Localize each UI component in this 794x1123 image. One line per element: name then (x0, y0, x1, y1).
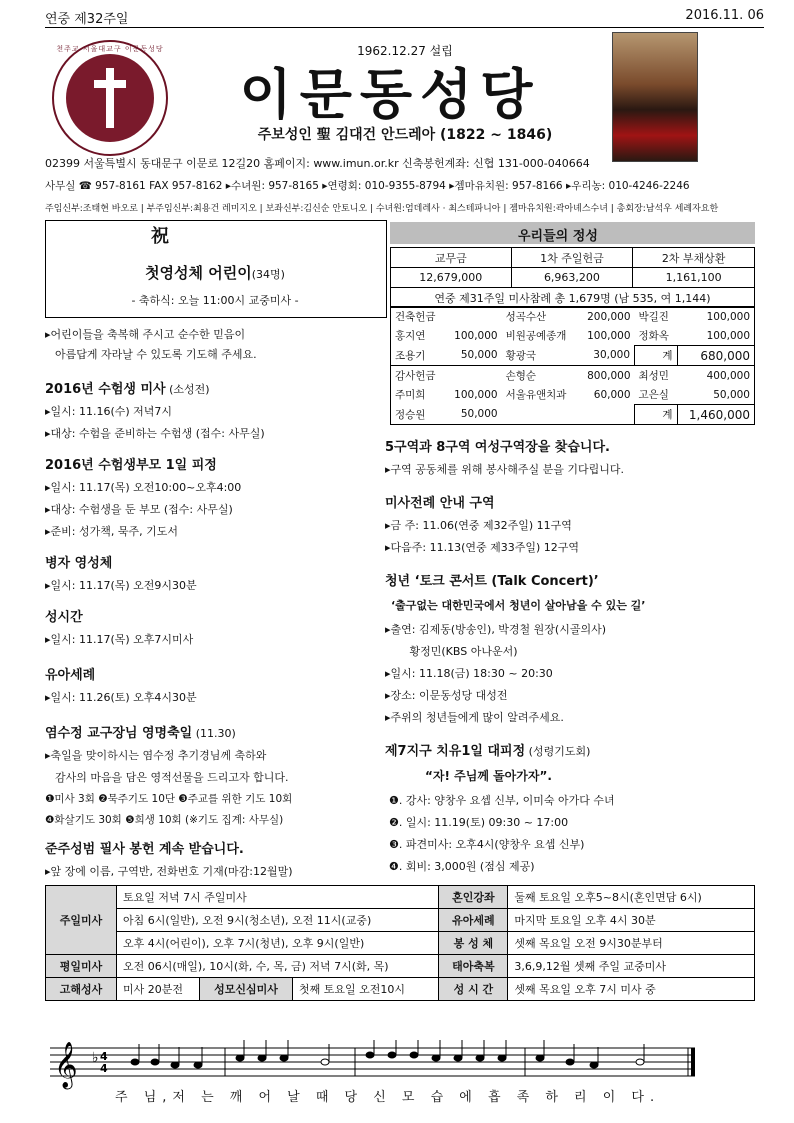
section-holy-hour: 성시간 ▸일시: 11.17(목) 오후7시미사 (45, 610, 194, 646)
congrats-subtitle: - 축하식: 오늘 11:00시 교중미사 - (131, 294, 299, 307)
staff-list: 주임신부:조태현 바오로 | 부주임신부:최용건 레미지오 | 보좌신부:김신순 안토니오 | 수녀원:엄데레사 · 최스테파니아 | 젬마유치원:곽아녜스수녀 | 총회장:남석우 세례자요한 (45, 204, 719, 214)
section-district-leader: 5구역과 8구역 여성구역장을 찾습니다. ▸구역 공동체를 위해 봉사해주실 분을 기다립니다. (385, 440, 625, 476)
patron-saint: 주보성인 聖 김대건 안드레아 (1822 ~ 1846) (257, 127, 553, 143)
building-fund-table: 건축헌금 성곡수산 200,000 박길진 100,000 홍지연 100,000 비원공예종개 100,000 정화옥 100,000 조용기 50,000 황광국 30,000 계 680,000 감사헌금 손형순 800,000 최성민 400,000 주미희 100,000 서울유앤치과 60,000 고은실 50,000 정승원 50,000 계 1,460,000 (390, 306, 755, 425)
svg-text:4: 4 (100, 1050, 108, 1063)
section-sick-communion: 병자 영성체 ▸일시: 11.17(목) 오전9시30분 (45, 556, 197, 592)
mass-schedule-table: 주일미사 토요일 저녁 7시 주일미사 혼인강좌 둘째 토요일 오후5~8시(혼인면담 6시) 아침 6시(일반), 오전 9시(청소년), 오전 11시(교중) 유아세례 마지막 토요일 오후 4시 30분 오후 4시(어린이), 오후 7시(청년), 오후 9시(일반) 봉 성 체 셋째 목요일 오전 9시30분부터 평일미사 오전 06시(매일), 10시(화, 수, 목, 금) 저녁 7시(화, 목) 태아축복 3,6,9,12월 셋째 주일 교중미사 고해성사 미사 20분전 성모신심미사 첫째 토요일 오전10시 성 시 간 셋째 목요일 오후 7시 미사 중 (45, 885, 755, 1001)
congrats-body-1: ▸어린이들을 축복해 주시고 순수한 믿음이 (45, 328, 246, 341)
offering-banner: 우리들의 정성 (390, 222, 755, 244)
hymn-lyric: 주 님,저 는 깨 어 날 때 당 신 모 습 에 흡 족 하 리 이 다. (115, 1090, 661, 1105)
section-parent-retreat: 2016년 수험생부모 1일 피정 ▸일시: 11.17(목) 오전10:00~오후4:00 ▸대상: 수험생을 둔 부모 (접수: 사무실) ▸준비: 성가책, 묵주, 기도서 (45, 458, 242, 538)
section-liturgy-district: 미사전례 안내 구역 ▸금 주: 11.06(연중 제32주일) 11구역 ▸다음주: 11.13(연중 제33주일) 12구역 (385, 496, 580, 554)
section-healing-retreat: 제7지구 치유1일 대피정 (성령기도회) “자! 주님께 돌아가자”. ❶. 강사: 양창우 요셉 신부, 이미숙 아가다 수녀 ❷. 일시: 11.19(토) 09:30 ~ 17:00 ❸. 파견미사: 오후4시(양창우 요셉 신부) ❹. 회비: 3,000원 (점심 제공) (385, 744, 615, 873)
saint-portrait-image (612, 32, 698, 162)
svg-text:4: 4 (100, 1062, 108, 1075)
contact-address: 02399 서울특별시 동대문구 이문로 12길20 홈페이지: www.imun.or.kr 신축봉헌계좌: 신협 131-000-040664 (45, 157, 590, 170)
svg-text:𝄞: 𝄞 (54, 1042, 78, 1088)
section-cardinal-feast: 염수정 교구장님 영명축일 (11.30) ▸축일을 맞이하시는 염수정 추기경님께 축하와 감사의 마음을 담은 영적선물을 드리고자 합니다. ❶미사 3회 ❷묵주기도 10단 ❸주교를 위한 기도 10회 ❹화살기도 30회 ❺희생 10회 (※기도 집계: 사무실) (45, 726, 293, 826)
attendance: 연중 제31주일 미사참례 총 1,679명 (남 535, 여 1,144) (391, 288, 755, 308)
svg-text:♭: ♭ (92, 1050, 99, 1066)
liturgical-week: 연중 제32주일 (45, 12, 129, 27)
bulletin-date: 2016.11. 06 (685, 8, 764, 23)
section-infant-baptism: 유아세례 ▸일시: 11.26(토) 오후4시30분 (45, 668, 197, 704)
parish-seal (52, 40, 168, 156)
founded-date: 1962.12.27 설립 (357, 44, 453, 58)
section-transcription: 준주성범 필사 봉헌 계속 받습니다. ▸앞 장에 이름, 구역반, 전화번호 기재(마감:12월말) (45, 842, 293, 878)
celebration-icon: 祝 (151, 226, 169, 247)
seal-text: 천주교 서울대교구 이문동성당 (56, 45, 164, 53)
section-talk-concert: 청년 ‘토크 콘서트 (Talk Concert)’ ‘출구없는 대한민국에서 청년이 살아남을 수 있는 길’ ▸출연: 김제동(방송인), 박경철 원장(시골의사) 황정민(KBS 아나운서) ▸일시: 11.18(금) 18:30 ~ 20:30 ▸장소: 이문동성당 대성전 ▸주위의 청년들에게 많이 알려주세요. (385, 574, 646, 724)
congrats-body-2: 아름답게 자라날 수 있도록 기도해 주세요. (55, 348, 257, 361)
church-emblem-icon (66, 54, 154, 142)
offering-table: 교무금 1차 주일헌금 2차 부채상환 12,679,000 6,963,200 1,161,100 연중 제31주일 미사참례 총 1,679명 (남 535, 여 1,144) (390, 247, 755, 308)
top-divider (45, 27, 764, 28)
congrats-title: 첫영성체 어린이(34명) (145, 264, 285, 282)
section-exam-mass: 2016년 수험생 미사 (소성전) ▸일시: 11.16(수) 저녁7시 ▸대상: 수험을 준비하는 수험생 (접수: 사무실) (45, 382, 265, 440)
parish-title: 이문동성당 (239, 63, 541, 126)
contact-phones: 사무실 ☎ 957-8161 FAX 957-8162 ▸수녀원: 957-8165 ▸연령회: 010-9355-8794 ▸젬마유치원: 957-8166 ▸우리농: 010-4246-2246 (45, 180, 690, 192)
